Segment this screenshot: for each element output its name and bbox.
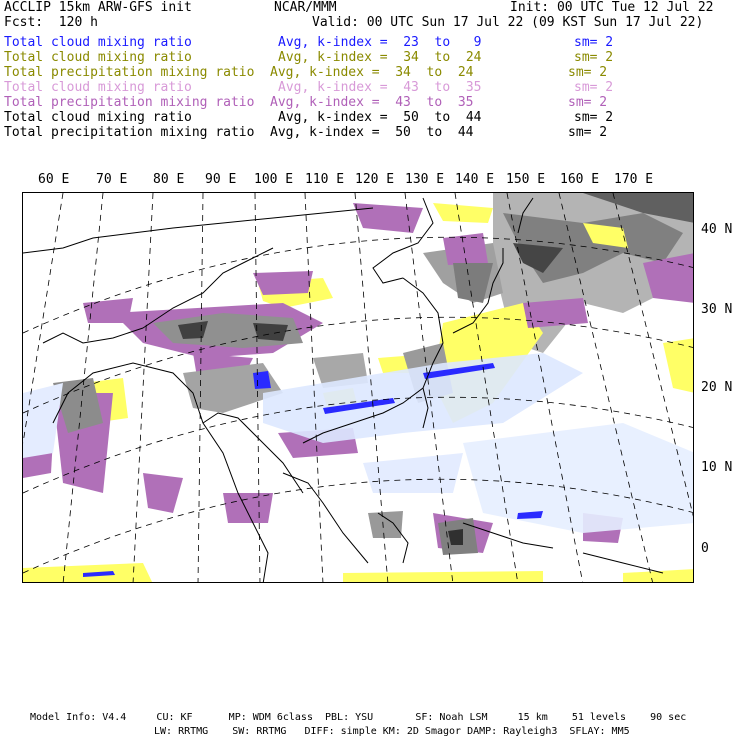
lat-label: 10 N bbox=[701, 460, 733, 475]
field-sm: sm= 2 bbox=[574, 50, 614, 65]
lon-label: 140 E bbox=[455, 172, 495, 187]
field-sm: sm= 2 bbox=[568, 125, 608, 140]
field-sm: sm= 2 bbox=[574, 35, 614, 50]
field-name: Total cloud mixing ratio bbox=[4, 80, 192, 95]
field-avg: Avg, k-index = 43 to 35 bbox=[270, 95, 474, 110]
lon-label: 150 E bbox=[506, 172, 546, 187]
lon-label: 60 E bbox=[38, 172, 70, 187]
forecast-map bbox=[22, 192, 694, 583]
lon-label: 170 E bbox=[614, 172, 654, 187]
lon-label: 160 E bbox=[560, 172, 600, 187]
model-info-line2: LW: RRTMG SW: RRTMG DIFF: simple KM: 2D Smagor DAMP: Rayleigh3 SFLAY: MM5 bbox=[154, 726, 630, 737]
field-name: Total cloud mixing ratio bbox=[4, 50, 192, 65]
field-avg: Avg, k-index = 23 to 9 bbox=[278, 35, 482, 50]
field-avg: Avg, k-index = 34 to 24 bbox=[270, 65, 474, 80]
field-avg: Avg, k-index = 50 to 44 bbox=[270, 125, 474, 140]
field-avg: Avg, k-index = 43 to 35 bbox=[278, 80, 482, 95]
field-avg: Avg, k-index = 34 to 24 bbox=[278, 50, 482, 65]
forecast-hour: Fcst: 120 h bbox=[4, 15, 98, 30]
field-sm: sm= 2 bbox=[574, 110, 614, 125]
field-name: Total precipitation mixing ratio bbox=[4, 65, 255, 80]
lat-label: 20 N bbox=[701, 380, 733, 395]
lon-label: 80 E bbox=[153, 172, 185, 187]
field-name: Total cloud mixing ratio bbox=[4, 110, 192, 125]
model-title: ACCLIP 15km ARW-GFS init bbox=[4, 0, 192, 15]
model-info-line1: Model Info: V4.4 CU: KF MP: WDM 6class PBL: YSU SF: Noah LSM 15 km 51 levels 90 sec bbox=[30, 712, 687, 723]
field-sm: sm= 2 bbox=[568, 65, 608, 80]
org-label: NCAR/MMM bbox=[274, 0, 337, 15]
lon-label: 110 E bbox=[305, 172, 345, 187]
field-sm: sm= 2 bbox=[574, 80, 614, 95]
lon-label: 130 E bbox=[405, 172, 445, 187]
lat-label: 30 N bbox=[701, 302, 733, 317]
field-avg: Avg, k-index = 50 to 44 bbox=[278, 110, 482, 125]
field-name: Total precipitation mixing ratio bbox=[4, 95, 255, 110]
lat-label: 40 N bbox=[701, 222, 733, 237]
valid-time: Valid: 00 UTC Sun 17 Jul 22 (09 KST Sun 17 Jul 22) bbox=[312, 15, 704, 30]
lat-label: 0 bbox=[701, 541, 709, 556]
map-canvas bbox=[23, 193, 694, 583]
field-name: Total precipitation mixing ratio bbox=[4, 125, 255, 140]
field-name: Total cloud mixing ratio bbox=[4, 35, 192, 50]
lon-label: 100 E bbox=[254, 172, 294, 187]
lon-label: 70 E bbox=[96, 172, 128, 187]
field-sm: sm= 2 bbox=[568, 95, 608, 110]
lon-label: 90 E bbox=[205, 172, 237, 187]
init-time: Init: 00 UTC Tue 12 Jul 22 bbox=[510, 0, 714, 15]
lon-label: 120 E bbox=[355, 172, 395, 187]
